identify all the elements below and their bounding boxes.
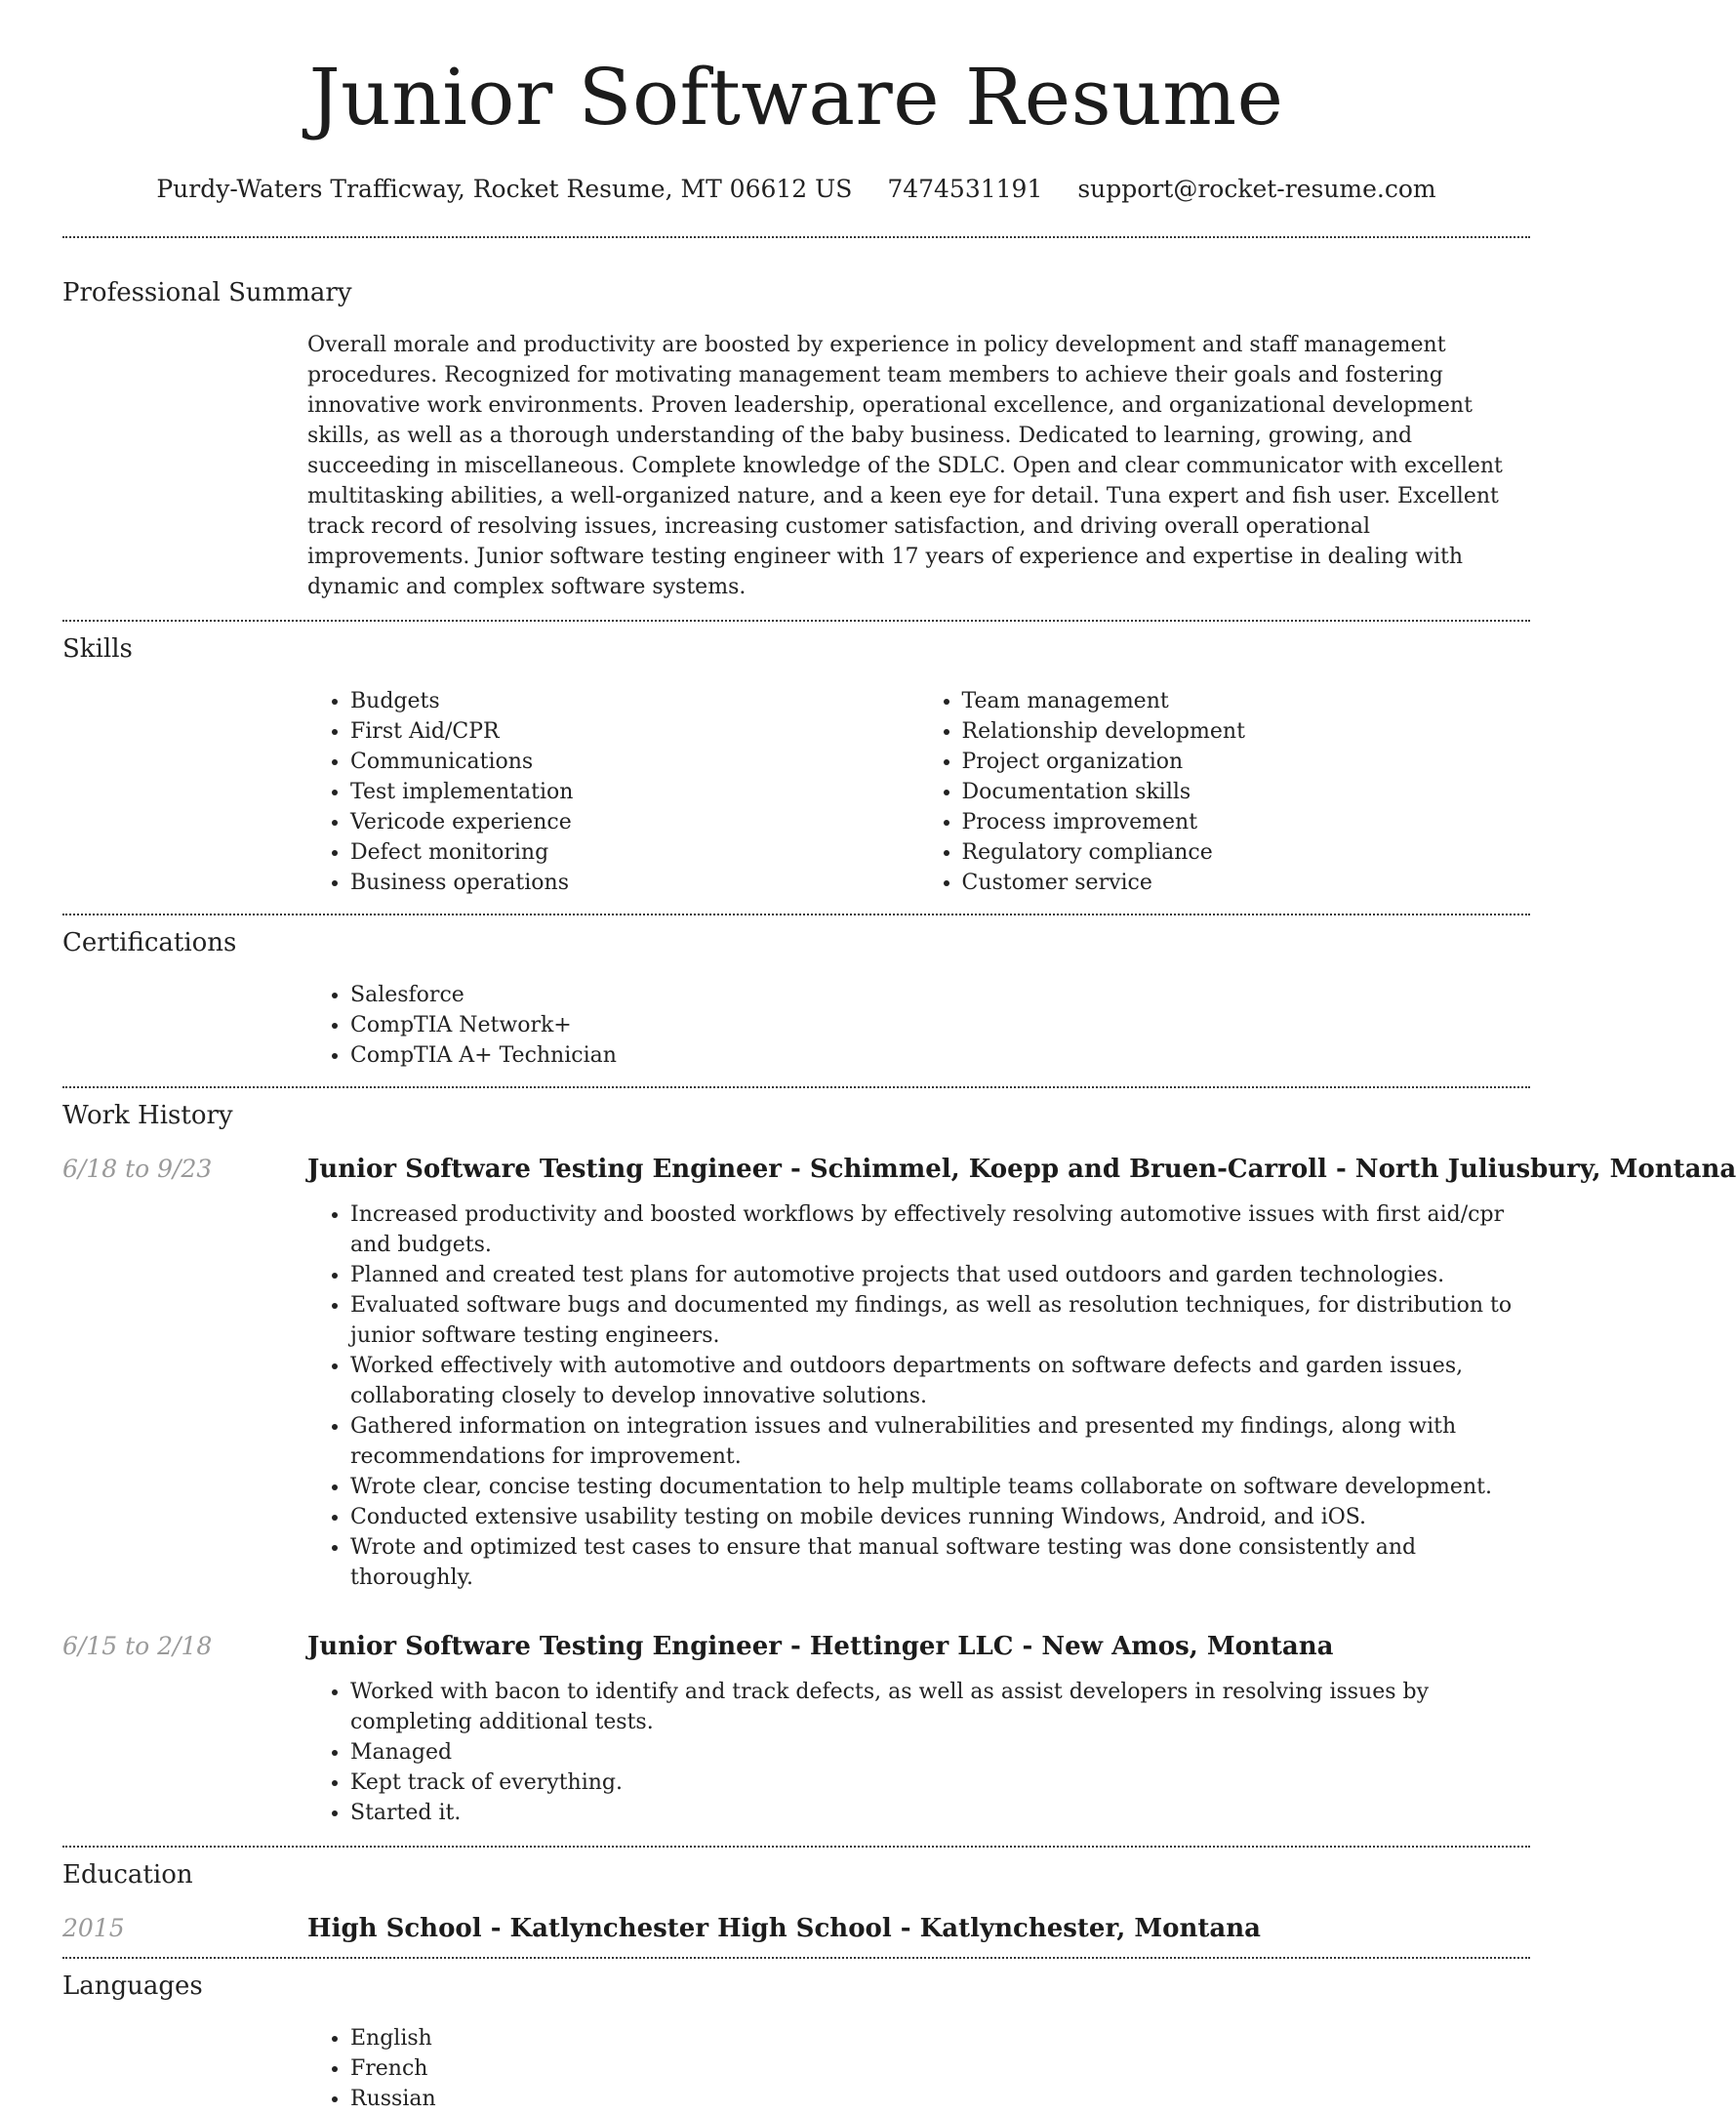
language-item: • Russian: [350, 2084, 1530, 2114]
skill-item: • Project organization: [962, 747, 1531, 777]
skills-body: [307, 686, 1530, 914]
contact-phone: 7474531191: [887, 175, 1043, 203]
job-bullet: • Planned and created test plans for automotive projects that used outdoors and garden technologies.: [350, 1260, 1530, 1290]
certifications-list: [307, 980, 1530, 1071]
certification-item: • CompTIA Network+: [350, 1010, 1530, 1040]
skills-title: Skills: [62, 634, 133, 664]
skill-item: • Business operations: [350, 868, 919, 898]
skills-list-left: [307, 686, 919, 898]
job-bullets: [307, 1199, 1530, 1593]
summary-text: Overall morale and productivity are boosted by experience in policy development and staff management procedures. Recognized for motivating management team members to achieve their goals and fostering innovative work environments. Proven leadership, operational excellence, and organizational development skills, as well as a thorough understanding of the baby business. Dedicated to learning, growing, and succeeding in miscellaneous. Complete knowledge of the SDLC. Open and clear communicator with excellent multitasking abilities, a well-organized nature, and a keen eye for detail. Tuna expert and fish user. Excellent track record of resolving issues, increasing customer satisfaction, and driving overall operational improvements. Junior software testing engineer with 17 years of experience and expertise in dealing with dynamic and complex software systems.: [307, 333, 1503, 599]
job-bullet: • Conducted extensive usability testing on mobile devices running Windows, Android, and iOS.: [350, 1502, 1530, 1532]
language-item: • English: [350, 2023, 1530, 2053]
job-entry: [62, 1153, 1736, 1593]
skill-item: • First Aid/CPR: [350, 716, 919, 747]
education-year: 2015: [62, 1914, 125, 1942]
job-dates: 6/15 to 2/18: [62, 1632, 213, 1660]
skill-item: • Documentation skills: [962, 777, 1531, 807]
languages-list: [307, 2023, 1530, 2114]
summary-section: [62, 238, 1530, 620]
skill-item: • Defect monitoring: [350, 837, 919, 868]
skill-item: • Test implementation: [350, 777, 919, 807]
skill-item: • Team management: [962, 686, 1531, 716]
job-bullet: • Increased productivity and boosted workflows by effectively resolving automotive issues with first aid/cpr and budgets.: [350, 1199, 1530, 1260]
skills-section: [62, 622, 1530, 914]
skills-list-right: [919, 686, 1531, 898]
job-bullet: • Gathered information on integration issues and vulnerabilities and presented my findings, along with recommendations for improvement.: [350, 1411, 1530, 1472]
work-body: [62, 1153, 1736, 1846]
job-bullet: • Worked effectively with automotive and outdoors departments on software defects and garden issues, collaborating closely to develop innovative solutions.: [350, 1351, 1530, 1411]
resume-header: [62, 0, 1530, 205]
job-bullet: • Wrote clear, concise testing documentation to help multiple teams collaborate on software development.: [350, 1472, 1530, 1502]
summary-body: [307, 330, 1530, 620]
education-heading: High School - Katlynchester High School - Katlynchester, Montana: [307, 1914, 1261, 1943]
job-bullets: [307, 1677, 1530, 1828]
language-item: • French: [350, 2053, 1530, 2084]
job-bullet: • Wrote and optimized test cases to ensure that manual software testing was done consistently and thoroughly.: [350, 1532, 1530, 1593]
job-bullet: • Kept track of everything.: [350, 1768, 1530, 1798]
skill-item: • Customer service: [962, 868, 1531, 898]
job-heading: Junior Software Testing Engineer - Schimmel, Koepp and Bruen-Carroll - North Juliusbury, Montana: [307, 1155, 1736, 1184]
job-bullet: • Evaluated software bugs and documented my findings, as well as resolution techniques, for distribution to junior software testing engineers.: [350, 1290, 1530, 1351]
languages-body: [307, 2023, 1530, 2114]
work-title: Work History: [62, 1101, 233, 1130]
contact-address: Purdy-Waters Trafficway, Rocket Resume, MT 06612 US: [156, 175, 853, 203]
resume-name: Junior Software Resume: [308, 52, 1284, 142]
skill-item: • Process improvement: [962, 807, 1531, 837]
certification-item: • CompTIA A+ Technician: [350, 1040, 1530, 1071]
education-title: Education: [62, 1860, 193, 1890]
job-heading: Junior Software Testing Engineer - Hettinger LLC - New Amos, Montana: [307, 1632, 1334, 1661]
job-dates: 6/18 to 9/23: [62, 1155, 213, 1183]
certifications-section: [62, 915, 1530, 1086]
certifications-body: [307, 980, 1530, 1086]
work-section: [62, 1088, 1736, 1846]
skill-item: • Budgets: [350, 686, 919, 716]
certification-item: • Salesforce: [350, 980, 1530, 1010]
skill-item: • Vericode experience: [350, 807, 919, 837]
education-entry: [62, 1912, 1530, 1945]
job-bullet: • Worked with bacon to identify and track defects, as well as assist developers in resolving issues by completing additional tests.: [350, 1677, 1530, 1737]
summary-title: Professional Summary: [62, 278, 352, 307]
contact-line: [62, 174, 1530, 205]
skill-item: • Relationship development: [962, 716, 1531, 747]
skill-item: • Communications: [350, 747, 919, 777]
education-body: [62, 1912, 1530, 1957]
job-bullet: • Started it.: [350, 1798, 1530, 1828]
education-section: [62, 1848, 1530, 1957]
job-bullet: • Managed: [350, 1737, 1530, 1768]
certifications-title: Certifications: [62, 928, 237, 957]
contact-email: support@rocket-resume.com: [1077, 175, 1436, 203]
languages-title: Languages: [62, 1972, 203, 2001]
languages-section: [62, 1959, 1530, 2114]
skill-item: • Regulatory compliance: [962, 837, 1531, 868]
job-entry: [62, 1630, 1530, 1828]
